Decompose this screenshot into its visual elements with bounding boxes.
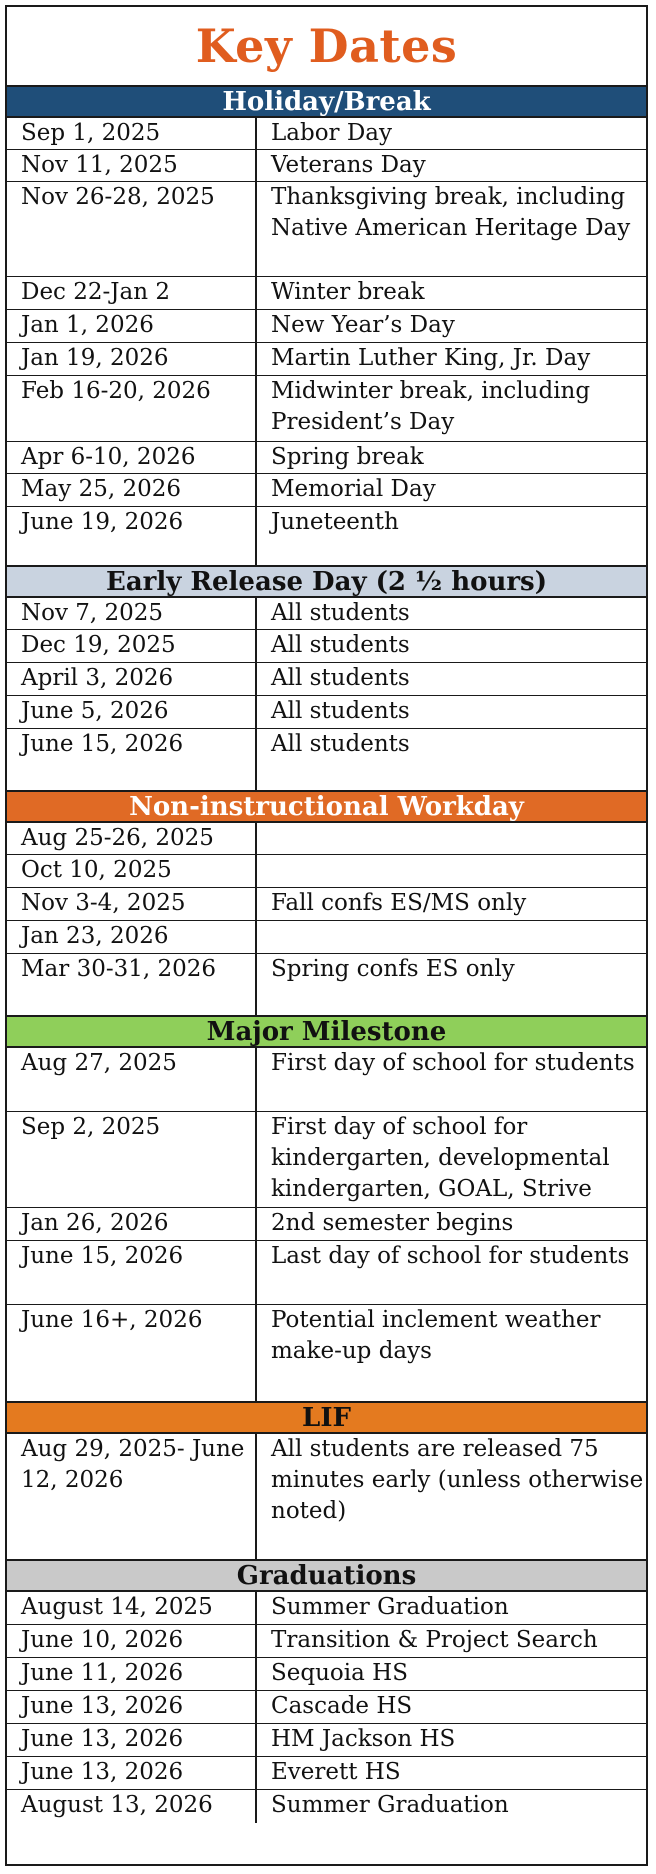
section-milestone <box>7 1048 646 1401</box>
event-cell <box>257 855 646 887</box>
date-cell: June 15, 2026 <box>7 729 257 790</box>
date-cell: June 13, 2026 <box>7 1757 257 1789</box>
date-cell: Aug 25-26, 2025 <box>7 823 257 854</box>
table-row <box>7 376 646 442</box>
event-cell: First day of school for students <box>271 1050 635 1076</box>
event-cell <box>257 823 646 854</box>
date-cell: Dec 19, 2025 <box>7 630 257 662</box>
date-cell: June 13, 2026 <box>7 1724 257 1756</box>
event-cell: Winter break <box>271 279 425 305</box>
event-cell: Labor Day <box>271 120 393 146</box>
section-heading-milestone: Major Milestone <box>7 1015 646 1048</box>
table-row <box>7 310 646 343</box>
table-row <box>7 855 646 888</box>
table-row <box>7 729 646 790</box>
table-row <box>7 507 646 565</box>
event-cell: HM Jackson HS <box>271 1726 456 1752</box>
date-cell: Dec 22-Jan 2 <box>7 277 257 309</box>
date-cell: Jan 1, 2026 <box>7 310 257 342</box>
table-row <box>7 1208 646 1241</box>
event-cell: 2nd semester begins <box>271 1210 514 1236</box>
table-row <box>7 663 646 696</box>
date-cell: Jan 19, 2026 <box>7 343 257 375</box>
table-row <box>7 1112 646 1208</box>
table-row <box>7 343 646 376</box>
date-cell: August 14, 2025 <box>7 1592 257 1624</box>
event-cell: Potential inclement weather make-up days <box>271 1307 601 1364</box>
event-cell: All students <box>271 731 410 757</box>
event-cell: Memorial Day <box>271 476 436 502</box>
date-cell: Feb 16-20, 2026 <box>7 376 257 441</box>
event-cell: All students <box>271 665 410 691</box>
event-cell: First day of school for kindergarten, developmental kindergarten, GOAL, Strive <box>271 1114 610 1202</box>
event-cell: All students <box>271 632 410 658</box>
event-cell: Transition & Project Search <box>271 1627 598 1653</box>
section-heading-early-release: Early Release Day (2 ½ hours) <box>7 565 646 598</box>
date-cell: Nov 3-4, 2025 <box>7 888 257 920</box>
date-cell: June 10, 2026 <box>7 1625 257 1657</box>
date-cell: June 15, 2026 <box>7 1241 257 1304</box>
date-cell: Jan 23, 2026 <box>7 921 257 953</box>
table-row <box>7 1790 646 1823</box>
table-row <box>7 921 646 954</box>
table-row <box>7 1691 646 1724</box>
event-cell: Veterans Day <box>271 152 426 178</box>
section-heading-graduations: Graduations <box>7 1559 646 1592</box>
table-row <box>7 1658 646 1691</box>
event-cell: Martin Luther King, Jr. Day <box>271 345 591 371</box>
table-row <box>7 118 646 150</box>
table-row <box>7 1724 646 1757</box>
date-cell: Sep 2, 2025 <box>7 1112 257 1207</box>
section-graduations <box>7 1592 646 1823</box>
event-cell: Everett HS <box>271 1759 401 1785</box>
table-row <box>7 150 646 182</box>
date-cell: April 3, 2026 <box>7 663 257 695</box>
event-cell: All students <box>271 600 410 626</box>
table-row <box>7 598 646 630</box>
date-cell: Mar 30-31, 2026 <box>7 954 257 1015</box>
table-row <box>7 1305 646 1401</box>
section-heading-lif: LIF <box>7 1401 646 1434</box>
event-cell: Sequoia HS <box>271 1660 408 1686</box>
event-cell: New Year’s Day <box>271 312 455 338</box>
section-lif <box>7 1434 646 1559</box>
date-cell: Apr 6-10, 2026 <box>7 442 257 473</box>
date-cell: May 25, 2026 <box>7 474 257 506</box>
table-row <box>7 442 646 474</box>
date-cell: June 13, 2026 <box>7 1691 257 1723</box>
page-title: Key Dates <box>195 19 458 73</box>
key-dates-table <box>5 5 648 1866</box>
table-row <box>7 1592 646 1625</box>
event-cell: All students <box>271 698 410 724</box>
section-early-release <box>7 598 646 790</box>
event-cell: Summer Graduation <box>271 1792 509 1818</box>
date-cell: Oct 10, 2025 <box>7 855 257 887</box>
event-cell: Last day of school for students <box>271 1243 630 1269</box>
event-cell: All students are released 75 minutes early (unless otherwise noted) <box>271 1436 644 1524</box>
table-row <box>7 1434 646 1559</box>
date-cell: August 13, 2026 <box>7 1790 257 1823</box>
table-row <box>7 954 646 1015</box>
date-cell: June 5, 2026 <box>7 696 257 728</box>
event-cell: Juneteenth <box>271 509 399 535</box>
date-cell: Jan 26, 2026 <box>7 1208 257 1240</box>
date-cell: Aug 29, 2025- June 12, 2026 <box>7 1434 257 1559</box>
date-cell: Nov 26-28, 2025 <box>7 182 257 276</box>
section-workday <box>7 823 646 1015</box>
date-cell: June 11, 2026 <box>7 1658 257 1690</box>
table-row <box>7 277 646 310</box>
event-cell: Spring confs ES only <box>271 956 515 982</box>
table-row <box>7 888 646 921</box>
table-row <box>7 630 646 663</box>
date-cell: Sep 1, 2025 <box>7 118 257 149</box>
event-cell: Spring break <box>271 444 424 470</box>
event-cell <box>257 921 646 953</box>
date-cell: Nov 7, 2025 <box>7 598 257 629</box>
section-holiday <box>7 118 646 565</box>
date-cell: June 19, 2026 <box>7 507 257 565</box>
table-row <box>7 1048 646 1112</box>
table-row <box>7 1757 646 1790</box>
event-cell: Midwinter break, including President’s Day <box>271 378 591 435</box>
date-cell: Aug 27, 2025 <box>7 1048 257 1111</box>
table-row <box>7 474 646 507</box>
table-row <box>7 182 646 277</box>
event-cell: Summer Graduation <box>271 1594 509 1620</box>
table-row <box>7 1241 646 1305</box>
table-row <box>7 1625 646 1658</box>
date-cell: June 16+, 2026 <box>7 1305 257 1401</box>
section-heading-workday: Non-instructional Workday <box>7 790 646 823</box>
table-row <box>7 823 646 855</box>
event-cell: Fall confs ES/MS only <box>271 890 527 916</box>
table-row <box>7 696 646 729</box>
date-cell: Nov 11, 2025 <box>7 150 257 181</box>
section-heading-holiday: Holiday/Break <box>7 85 646 118</box>
event-cell: Thanksgiving break, including Native American Heritage Day <box>271 184 631 241</box>
event-cell: Cascade HS <box>271 1693 413 1719</box>
